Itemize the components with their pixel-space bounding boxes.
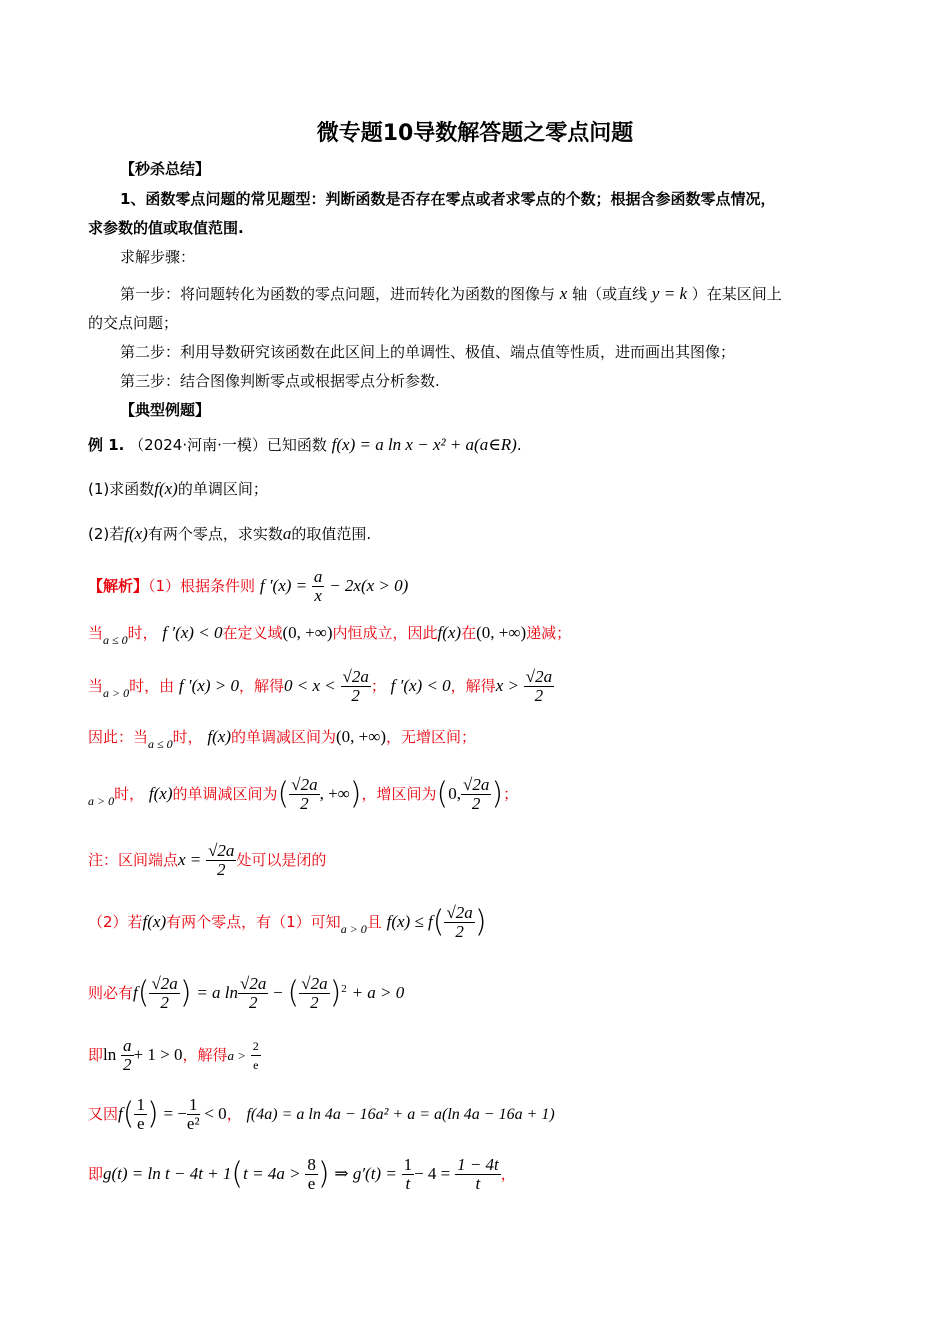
sol6-fraction [206, 842, 236, 879]
sol3-range-1: 0 < x < [283, 676, 336, 695]
solution-line-2 [88, 622, 571, 651]
sol8-text-a: 则必有 [88, 984, 134, 1002]
sol2-interval: (0, +∞) [282, 623, 333, 642]
sol4-text-c: 的单调减区间为 [231, 728, 337, 746]
frac-num: √2a [240, 974, 267, 993]
sol4-interval: (0, +∞) [336, 727, 387, 746]
sol8-fraction-3 [299, 975, 329, 1012]
solution-line-6 [88, 842, 326, 879]
sol11-implies: ⇒ g′(t) = [334, 1164, 397, 1183]
solution-line-4 [88, 726, 476, 755]
frac-num: 8 [307, 1155, 316, 1174]
sol6-text-a: 注：区间端点 [88, 851, 179, 869]
frac-den: t [405, 1174, 411, 1193]
solution-line-7: （2）若f(x)有两个零点，有（1）可知$_{a > 0}$且 f(x) ≤ f( $\frac{√2a}{2}$ ) [88, 903, 487, 941]
frac-num: √2a [291, 775, 318, 794]
sol9-text-a: 即 [88, 1046, 104, 1064]
frac-den: 2 [455, 922, 464, 941]
frac-den: 2 [351, 686, 360, 705]
sol7-func: f(x) [142, 912, 167, 931]
sol5-text-d: ； [503, 785, 519, 803]
sol10-lt: < 0 [204, 1104, 227, 1123]
step-1-x-axis: x [559, 284, 568, 303]
sol11-end: ， [500, 1165, 516, 1183]
frac-den: 2 [123, 1055, 132, 1074]
sol1-fraction [312, 568, 325, 605]
sol5-fraction-1 [289, 776, 319, 813]
example-end: . [516, 436, 522, 454]
q2-func: f(x) [124, 524, 148, 543]
sol10-f4a: f(4a) = a ln 4a − 16a² + a = a(ln 4a − 16a + 1) [246, 1106, 555, 1123]
sol10-eq: = − [163, 1104, 187, 1123]
frac-den: e² [186, 1114, 200, 1133]
step-2: 第二步：利用导数研究该函数在此区间上的单调性、极值、端点值等性质，进而画出其图像； [120, 343, 736, 361]
sol3-ineq: f ′(x) > 0 [178, 676, 239, 695]
sol9-result: a > [227, 1048, 247, 1063]
sol5-text-c: ，增区间为 [361, 785, 437, 803]
example-function: f(x) = a ln x − x² + a(a∈R) [331, 435, 517, 454]
sol2-interval-2: (0, +∞) [476, 623, 527, 642]
example-1 [88, 434, 522, 456]
frac-den: x [314, 586, 322, 605]
sol5-text-b: 的单调减区间为 [172, 785, 278, 803]
question-2 [88, 523, 371, 545]
sol7-text-a: （2）若 [88, 913, 143, 931]
step-1-text-c: ）在某区间上 [691, 285, 782, 303]
sol3-text-c: ，解得 [238, 677, 284, 695]
q1-text-b: 的单调区间； [177, 480, 268, 498]
step-1-cont: 的交点问题； [88, 314, 179, 332]
frac-num: 2 [251, 1037, 261, 1056]
sol8-eq: = a ln [196, 983, 239, 1002]
sol10-text-b: ， [226, 1105, 242, 1123]
sol8-square: 2 [341, 983, 347, 995]
step-1 [120, 283, 782, 305]
step-3: 第三步：结合图像判断零点或根据零点分析参数. [120, 372, 440, 390]
frac-den: e [136, 1114, 145, 1133]
frac-num: 1 [187, 1096, 200, 1115]
q1-func: f(x) [154, 479, 178, 498]
summary-heading: 【秒杀总结】 [120, 160, 211, 178]
sol2-text-b: 时， [127, 624, 158, 642]
frac-den: 2 [534, 686, 544, 705]
sol7-cond: a > 0 [340, 922, 367, 936]
frac-den: e [253, 1058, 259, 1072]
sol11-fraction-3 [455, 1156, 501, 1193]
q2-text-b: 有两个零点，求实数 [147, 525, 283, 543]
examples-heading: 【典型例题】 [120, 401, 211, 419]
step-1-text-b: 轴（或直线 [572, 285, 648, 303]
solution-line-9 [88, 1037, 261, 1074]
sol4-text-a: 因此：当 [88, 728, 149, 746]
sol9-tail: + 1 > 0 [133, 1045, 183, 1064]
sol4-cond: a ≤ 0 [148, 737, 173, 751]
sol2-cond: a ≤ 0 [103, 633, 128, 647]
sol6-x: x = [178, 850, 202, 869]
step-1-text-a: 第一步：将问题转化为函数的零点问题，进而转化为函数的图像与 [120, 285, 556, 303]
frac-num: √2a [151, 974, 178, 993]
sol7-text-c: 且 [366, 913, 382, 931]
sol9-ln: ln [103, 1045, 117, 1064]
sol2-text-e: 在 [461, 624, 477, 642]
steps-label: 求解步骤： [120, 248, 196, 266]
frac-num: √2a [301, 974, 328, 993]
frac-num: 1 − 4t [457, 1155, 499, 1174]
frac-num: a [313, 567, 323, 586]
sol2-deriv: f ′(x) < 0 [162, 623, 223, 642]
sol5-fraction-2 [461, 776, 491, 813]
example-label: 例 1. [88, 436, 125, 454]
example-source: （2024·河南·一模）已知函数 [129, 436, 327, 454]
sol7-text-b: 有两个零点，有（1）可知 [166, 913, 341, 931]
solution-line-10: 又因f( $\frac{1}{e}$ ) = − $\frac{1}{\text{e²}}$ < 0， f(4a) = a ln 4a − 16a² + a = a(ln 4a − 16a + 1) [88, 1095, 555, 1133]
frac-den: 2 [248, 993, 258, 1012]
solution-label: 【解析】 [88, 577, 149, 595]
sol5-text-a: 时， [114, 785, 145, 803]
page-title: 微专题10导数解答题之零点问题 [316, 121, 634, 146]
frac-num: 1 [136, 1095, 145, 1114]
sol4-text-b: 时， [172, 728, 203, 746]
q2-text-a: (2)若 [88, 525, 125, 543]
sol3-text-b: 时，由 [129, 677, 175, 695]
sol10-fraction-2 [187, 1096, 200, 1133]
sol8-tail: + a > 0 [351, 983, 405, 1002]
sol2-text-c: 在定义域 [222, 624, 283, 642]
sol5-cond: a > 0 [88, 794, 115, 808]
frac-num: √2a [208, 841, 235, 860]
frac-den: e [307, 1174, 316, 1193]
sol11-cond: t = 4a > [243, 1164, 301, 1183]
frac-den: t [475, 1174, 481, 1193]
solution-line-5: $_{a > 0}$时， f(x)的单调减区间为( $\frac{√2a}{2}$ , +∞)，增区间为(0, $\frac{√2a}{2}$ )； [88, 775, 519, 813]
sol8-fraction-1 [149, 975, 179, 1012]
solution-line-1 [88, 568, 408, 605]
sol10-text-a: 又因 [88, 1105, 119, 1123]
solution-line-3 [88, 668, 554, 705]
sol8-minus: − [273, 983, 283, 1002]
sol5-zero: 0, [448, 784, 461, 803]
sol2-func: f(x) [437, 623, 462, 642]
sol8-func: f [133, 983, 138, 1002]
frac-den: 2 [160, 993, 169, 1012]
sol3-range-2: x > [495, 676, 519, 695]
sol11-fraction-1 [305, 1156, 318, 1193]
sol7-fraction [444, 904, 474, 941]
step-1-line-eq: y = k [651, 284, 687, 303]
sol3-text-e: ，解得 [450, 677, 496, 695]
frac-num: √2a [342, 667, 369, 686]
frac-num: a [123, 1036, 132, 1055]
sol3-ineq-2: f ′(x) < 0 [390, 676, 451, 695]
sol5-inf: , +∞ [319, 784, 350, 803]
frac-num: √2a [463, 775, 490, 794]
frac-den: 2 [471, 794, 481, 813]
sol4-text-d: ，无增区间； [386, 728, 477, 746]
q2-var: a [282, 524, 292, 543]
sol1-derivative: f ′(x) = [259, 576, 308, 595]
sol6-text-b: 处可以是闭的 [236, 851, 327, 869]
frac-den: 2 [310, 993, 319, 1012]
summary-point-1: 1、函数零点问题的常见题型：判断函数是否存在零点或者求零点的个数；根据含参函数零点情况， [120, 190, 776, 208]
solution-line-8: 则必有f( $\frac{√2a}{2}$ ) = a ln $\frac{√2a}{2}$ − ( $\frac{√2a}{2}$ )$^2$ + a > 0 [88, 974, 405, 1012]
q1-text-a: (1)求函数 [88, 480, 155, 498]
frac-num: 1 [403, 1155, 413, 1174]
q2-text-c: 的取值范围. [291, 525, 372, 543]
question-1 [88, 478, 268, 500]
frac-num: √2a [446, 903, 473, 922]
sol2-text-d: 内恒成立，因此 [332, 624, 438, 642]
sol2-text-f: 递减； [526, 624, 572, 642]
sol8-fraction-2 [238, 975, 268, 1012]
sol4-func: f(x) [207, 727, 231, 746]
sol9-fraction [121, 1037, 134, 1074]
summary-point-1-cont: 求参数的值或取值范围. [88, 219, 244, 237]
sol5-func: f(x) [148, 784, 173, 803]
frac-den: 2 [300, 794, 309, 813]
sol11-text-a: 即 [88, 1165, 104, 1183]
sol11-mid: − 4 = [414, 1164, 451, 1183]
sol10-fraction-1 [134, 1096, 147, 1133]
sol3-text-d: ； [370, 677, 386, 695]
sol9-text-b: ，解得 [182, 1046, 228, 1064]
sol1-tail: − 2x(x > 0) [329, 576, 409, 595]
solution-line-11: 即g(t) = ln t − 4t + 1(t = 4a > $\frac{8}{e}$ ) ⇒ g′(t) = $\frac{1}{t}$ − 4 = $\frac{1 - 4t}{t}$ ， [88, 1155, 516, 1193]
sol3-fraction-1 [341, 668, 371, 705]
sol9-result-fraction [251, 1037, 261, 1074]
sol1-text: （1）根据条件则 [148, 577, 256, 595]
sol3-fraction-2 [524, 668, 554, 705]
sol10-func: f [118, 1104, 123, 1123]
sol2-text-a: 当 [88, 624, 104, 642]
sol7-ineq: f(x) ≤ f [386, 912, 433, 931]
sol3-text-a: 当 [88, 677, 104, 695]
sol11-g: g(t) = ln t − 4t + 1 [103, 1164, 232, 1183]
frac-den: 2 [217, 860, 226, 879]
sol3-cond: a > 0 [103, 686, 130, 700]
sol11-fraction-2 [402, 1156, 415, 1193]
frac-num: √2a [525, 667, 553, 686]
